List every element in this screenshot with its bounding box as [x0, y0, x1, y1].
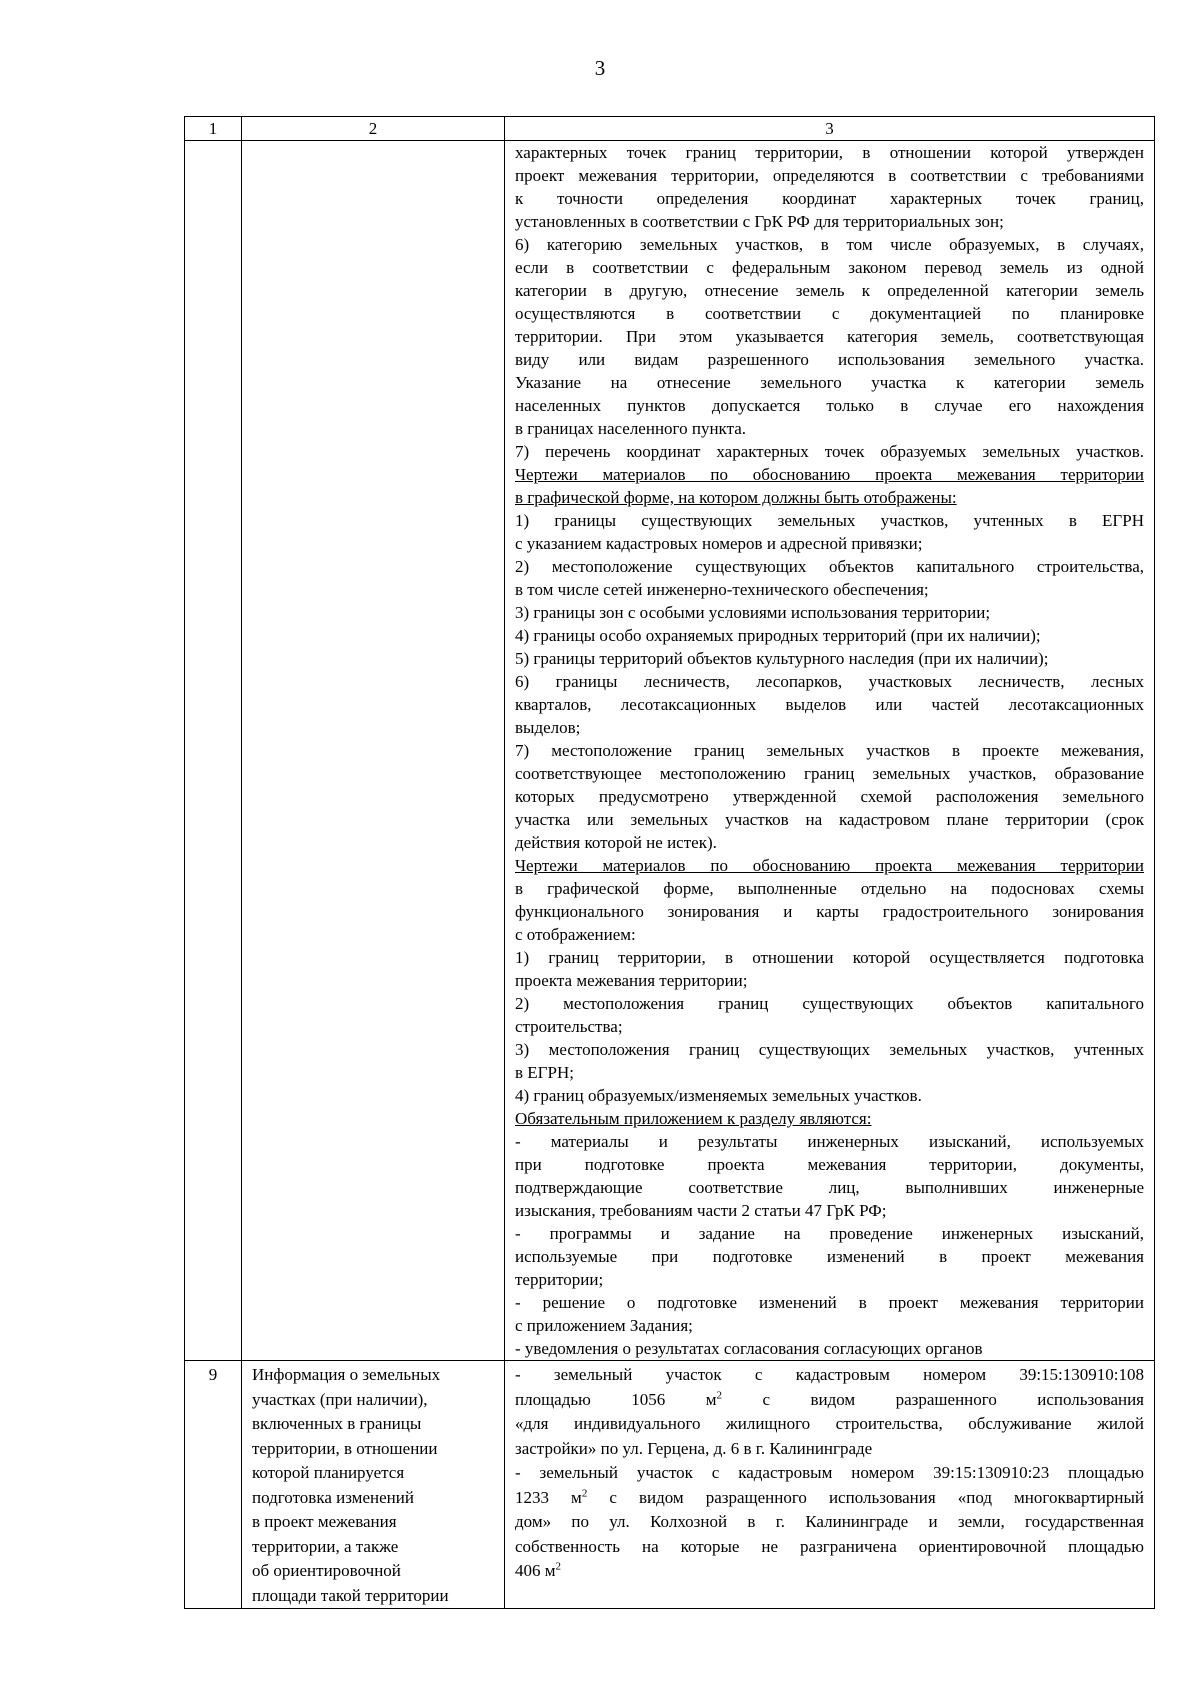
content-line: 3) границы зон с особыми условиями использования территории;	[515, 603, 991, 622]
content-line: которых предусмотрено утвержденной схемой расположения земельного	[515, 787, 1144, 806]
underlined-heading-line: Обязательным приложением к разделу являются:	[515, 1109, 872, 1128]
row-9-line-part: с видом разрашенного использования	[722, 1389, 1145, 1409]
header-col-2: 2	[242, 117, 505, 141]
row-9-name-line: в проект межевания	[252, 1512, 397, 1531]
content-line: 2) местоположение существующих объектов капитального строительства,	[515, 557, 1144, 576]
row-9-line-part: площадью 1056 м	[515, 1389, 717, 1409]
table-row-continued	[185, 141, 1155, 1361]
row-9-line	[515, 1388, 1144, 1413]
row-9-name-line: подготовка изменений	[252, 1487, 414, 1507]
content-line: строительства;	[515, 1017, 623, 1036]
row-9-name-line: участках (при наличии),	[252, 1389, 428, 1409]
content-line: с указанием кадастровых номеров и адресной привязки;	[515, 534, 923, 553]
content-line: 4) границы особо охраняемых природных территорий (при их наличии);	[515, 626, 1041, 645]
header-col-1: 1	[185, 117, 242, 141]
content-line: в графической форме, выполненные отдельно на подосновах схемы	[515, 879, 1144, 898]
content-line: 1) границы существующих земельных участков, учтенных в ЕГРН	[515, 511, 1144, 530]
row-9-line: «для индивидуального жилищного строительства, обслуживание жилой	[515, 1414, 1144, 1433]
underlined-heading-line: Чертежи материалов по обоснованию проекта межевания территории	[515, 856, 1144, 875]
content-line: категории в другую, отнесение земель к определенной категории земель	[515, 281, 1144, 300]
content-line: проекта межевания территории;	[515, 971, 748, 990]
row-9-name-line: включенных в границы	[252, 1414, 422, 1433]
row-content-cell	[505, 141, 1155, 1361]
content-line: с отображением:	[515, 925, 636, 944]
content-line: 3) местоположения границ существующих земельных участков, учтенных	[515, 1040, 1144, 1059]
row-9-line: застройки» по ул. Герцена, д. 6 в г. Калининграде	[515, 1438, 873, 1458]
row-9-line: - земельный участок с кадастровым номером 39:15:130910:108	[515, 1365, 1144, 1384]
content-line: 7) местоположение границ земельных участков в проекте межевания,	[515, 741, 1144, 760]
content-line: используемые при подготовке изменений в проект межевания	[515, 1247, 1144, 1266]
row-9-name-line: территории, а также	[252, 1536, 399, 1556]
content-line: территории;	[515, 1270, 604, 1289]
row-9-name-line: Информация о земельных	[252, 1365, 441, 1384]
row-9-line-part: с видом разращенного использования «под многоквартирный	[587, 1487, 1144, 1507]
row-9-number: 9	[185, 1361, 242, 1609]
content-line: изыскания, требованиям части 2 статьи 47 ГрК РФ;	[515, 1201, 887, 1220]
row-9-line-part: 406 м	[515, 1561, 556, 1580]
underlined-heading-line: Чертежи материалов по обоснованию проекта межевания территории	[515, 465, 1144, 484]
row-9-name-line: об ориентировочной	[252, 1561, 401, 1580]
row-9-content-cell	[505, 1361, 1155, 1609]
underlined-heading-line: в графической форме, на котором должны быть отображены:	[515, 488, 957, 507]
page-number: 3	[594, 56, 606, 80]
content-line: 5) границы территорий объектов культурного наследия (при их наличии);	[515, 649, 1049, 668]
content-line: с приложением Задания;	[515, 1316, 693, 1335]
row-9-line	[515, 1559, 1144, 1584]
row-9-name-line: площади такой территории	[252, 1585, 449, 1605]
content-line: - материалы и результаты инженерных изысканий, используемых	[515, 1132, 1144, 1151]
content-line: характерных точек границ территории, в отношении которой утвержден	[515, 143, 1144, 162]
content-line: действия которой не истек).	[515, 833, 717, 852]
row-9-line	[515, 1486, 1144, 1511]
content-line: населенных пунктов допускается только в случае его нахождения	[515, 396, 1144, 415]
content-line: территории. При этом указывается категория земель, соответствующая	[515, 327, 1144, 346]
row-9-line: собственность на которые не разграничена ориентировочной площадью	[515, 1536, 1144, 1556]
content-line: проект межевания территории, определяются в соответствии с требованиями	[515, 166, 1144, 185]
row-9-line: дом» по ул. Колхозной в г. Калининграде и земли, государственная	[515, 1512, 1144, 1531]
row-number-cell	[185, 141, 242, 1361]
content-line: подтверждающие соответствие лиц, выполнивших инженерные	[515, 1178, 1144, 1197]
content-line: 7) перечень координат характерных точек образуемых земельных участков.	[515, 442, 1144, 461]
content-line: к точности определения координат характерных точек границ,	[515, 189, 1144, 208]
table-row-9	[185, 1361, 1155, 1609]
content-line: - программы и задание на проведение инженерных изысканий,	[515, 1224, 1144, 1243]
content-line: 6) границы лесничеств, лесопарков, участковых лесничеств, лесных	[515, 672, 1144, 691]
content-line: 6) категорию земельных участков, в том числе образуемых, в случаях,	[515, 235, 1144, 254]
content-line: 1) границ территории, в отношении которой осуществляется подготовка	[515, 948, 1144, 967]
superscript: 2	[581, 1486, 588, 1499]
content-line: если в соответствии с федеральным законом перевод земель из одной	[515, 258, 1144, 277]
content-line: виду или видам разрешенного использования земельного участка.	[515, 350, 1144, 369]
content-line: кварталов, лесотаксационных выделов или частей лесотаксационных	[515, 695, 1144, 714]
row-9-name-cell	[242, 1361, 505, 1609]
content-line: в ЕГРН;	[515, 1063, 574, 1082]
row-9-line-part: 1233 м	[515, 1487, 582, 1507]
content-line: в границах населенного пункта.	[515, 419, 747, 438]
content-line: установленных в соответствии с ГрК РФ для территориальных зон;	[515, 212, 1004, 231]
table-header-row	[185, 117, 1155, 141]
superscript: 2	[555, 1560, 562, 1573]
content-line: участка или земельных участков на кадастровом плане территории (срок	[515, 810, 1144, 829]
content-line: осуществляются в соответствии с документацией по планировке	[515, 304, 1144, 323]
content-line: выделов;	[515, 718, 581, 737]
row-9-name-line: территории, в отношении	[252, 1438, 438, 1458]
content-line: 2) местоположения границ существующих объектов капитального	[515, 994, 1144, 1013]
row-9-name-line: которой планируется	[252, 1463, 405, 1482]
content-line: соответствующее местоположению границ земельных участков, образование	[515, 764, 1144, 783]
content-line: при подготовке проекта межевания территории, документы,	[515, 1155, 1144, 1174]
superscript: 2	[716, 1388, 722, 1401]
requirements-table	[184, 116, 1155, 1609]
content-line: в том числе сетей инженерно-технического обеспечения;	[515, 580, 929, 599]
content-line: - решение о подготовке изменений в проект межевания территории	[515, 1293, 1144, 1312]
header-col-3: 3	[505, 117, 1155, 141]
content-line: функционального зонирования и карты градостроительного зонирования	[515, 902, 1144, 921]
content-line: - уведомления о результатах согласования согласующих органов	[515, 1339, 983, 1358]
content-line: 4) границ образуемых/изменяемых земельных участков.	[515, 1086, 922, 1105]
content-line: Указание на отнесение земельного участка к категории земель	[515, 373, 1144, 392]
row-9-line: - земельный участок с кадастровым номером 39:15:130910:23 площадью	[515, 1463, 1144, 1482]
row-name-cell	[242, 141, 505, 1361]
